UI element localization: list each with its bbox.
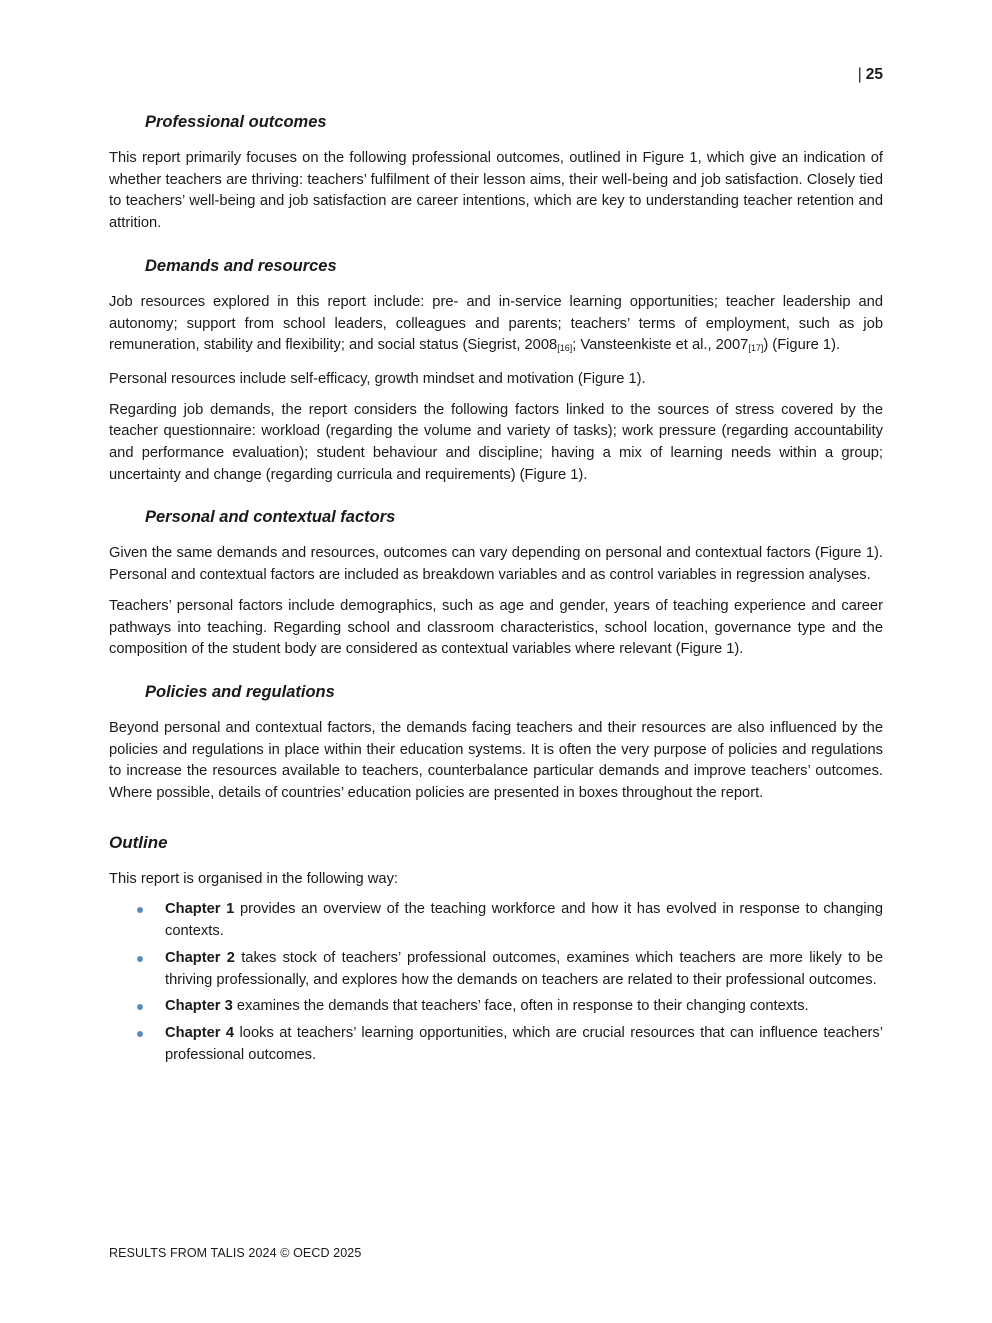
section-personal-contextual-factors bbox=[109, 505, 883, 661]
chapter-label: Chapter 3 bbox=[165, 998, 233, 1015]
chapter-description: examines the demands that teachers’ face, often in response to their changing contexts. bbox=[232, 998, 809, 1015]
paragraph: Given the same demands and resources, outcomes can vary depending on personal and contextual factors (Figure 1). Personal and contextual factors are included as breakdown variables and as control variables in regression analyses. bbox=[109, 545, 883, 584]
paragraph: This report primarily focuses on the following professional outcomes, outlined in Figure 1, which give an indication of whether teachers are thriving: teachers’ fulfilment of their lesson aims, their well-being and job satisfaction. Closely tied to teachers’ well-being and job satisfaction are career intentions, which are key to understanding teacher retention and attrition. bbox=[109, 150, 883, 232]
list-item bbox=[109, 899, 883, 942]
page-footer: RESULTS FROM TALIS 2024 © OECD 2025 bbox=[109, 1246, 362, 1260]
paragraph bbox=[109, 292, 883, 360]
paragraph-text: ; Vansteenkiste et al., 2007 bbox=[572, 337, 749, 354]
reference-marker: [17] bbox=[748, 343, 764, 354]
chapter-label: Chapter 2 bbox=[165, 949, 235, 966]
list-item bbox=[109, 948, 883, 991]
paragraph-text: Job resources explored in this report include: pre- and in-service learning opportunities; teacher leadership and autonomy; support from school leaders, colleagues and parents; teachers’ terms of employment, such as job remuneration, stability and flexibility; and social status (Siegrist, 2008 bbox=[109, 293, 883, 354]
paragraph-text: ) (Figure 1). bbox=[763, 337, 841, 354]
outline-intro: This report is organised in the following way: bbox=[109, 870, 398, 887]
outline-heading: Outline bbox=[109, 832, 168, 852]
page-number-separator: | bbox=[857, 66, 862, 83]
bullet-icon bbox=[137, 1031, 143, 1037]
chapter-label: Chapter 4 bbox=[165, 1024, 235, 1041]
bullet-icon bbox=[137, 956, 143, 962]
reference-marker: [16] bbox=[557, 343, 573, 354]
chapter-description: looks at teachers’ learning opportunities, which are crucial resources that can influence teachers’ professional outcomes. bbox=[165, 1024, 883, 1063]
page-number bbox=[858, 66, 883, 84]
chapter-description: takes stock of teachers’ professional outcomes, examines which teachers are more likely to be thriving professionally, and explores how the demands on teachers are related to their professional outcomes. bbox=[165, 949, 883, 988]
page-content bbox=[109, 110, 883, 1071]
chapter-description: provides an overview of the teaching workforce and how it has evolved in response to changing contexts. bbox=[165, 901, 883, 940]
paragraph: Teachers’ personal factors include demographics, such as age and gender, years of teaching experience and career pathways into teaching. Regarding school and classroom characteristics, school location, governance type and the composition of the student body are considered as contextual variables where relevant (Figure 1). bbox=[109, 597, 883, 658]
section-heading: Policies and regulations bbox=[145, 682, 335, 701]
chapter-label: Chapter 1 bbox=[165, 901, 235, 918]
page-number-value: 25 bbox=[865, 66, 883, 83]
outline-list bbox=[109, 899, 883, 1066]
paragraph: Personal resources include self-efficacy, growth mindset and motivation (Figure 1). bbox=[109, 370, 646, 387]
bullet-icon bbox=[137, 907, 143, 913]
section-heading: Demands and resources bbox=[145, 256, 337, 275]
section-demands-and-resources bbox=[109, 254, 883, 487]
section-policies-regulations bbox=[109, 680, 883, 805]
section-heading: Professional outcomes bbox=[145, 113, 327, 131]
paragraph: Beyond personal and contextual factors, the demands facing teachers and their resources are also influenced by the policies and regulations in place within their education systems. It is often the very purpose of policies and regulations to increase the resources available to teachers, counterbalance particular demands and improve teachers’ outcomes. Where possible, details of countries’ education policies are presented in boxes throughout the report. bbox=[109, 719, 883, 802]
list-item bbox=[109, 996, 883, 1018]
list-item bbox=[109, 1023, 883, 1066]
bullet-icon bbox=[137, 1004, 143, 1010]
section-professional-outcomes bbox=[109, 110, 883, 235]
section-heading: Personal and contextual factors bbox=[145, 508, 396, 527]
paragraph: Regarding job demands, the report considers the following factors linked to the sources of stress covered by the teacher questionnaire: workload (regarding the volume and variety of tasks); work pressure (regarding accountability and performance evaluation); student behaviour and discipline; having a mix of learning needs within a group; uncertainty and change (regarding curricula and requirements) (Figure 1). bbox=[109, 401, 883, 483]
